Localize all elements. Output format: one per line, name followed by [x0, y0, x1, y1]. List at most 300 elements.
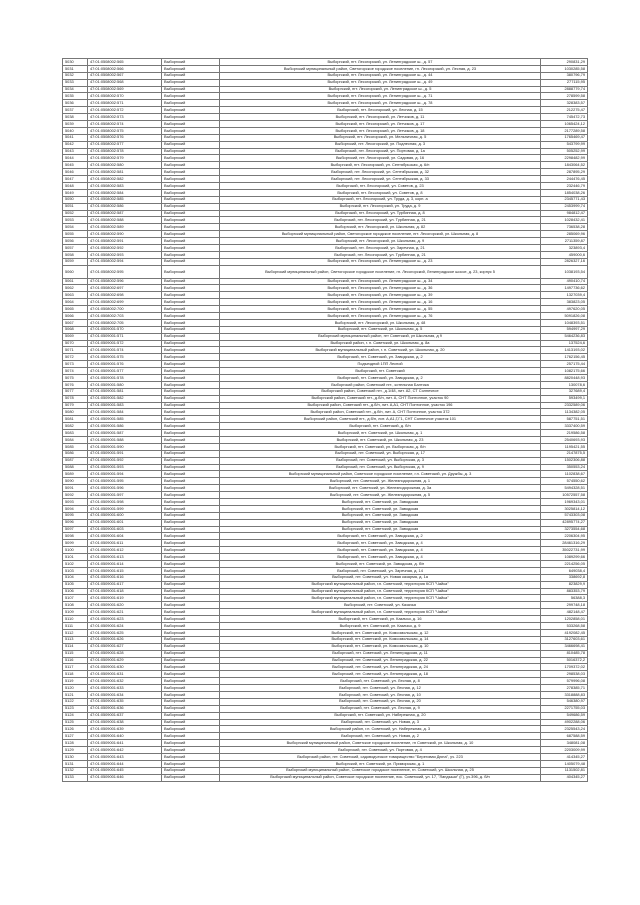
- value-cell: 2332589,06: [541, 402, 588, 409]
- district-cell: Выборгский: [162, 183, 220, 190]
- table-row: [63, 183, 588, 190]
- value-cell: 35022731,99: [541, 547, 588, 554]
- district-cell: Выборгский: [162, 567, 220, 574]
- value-cell: 2206304,95: [541, 533, 588, 540]
- value-cell: 736538,28: [541, 224, 588, 231]
- table-row: [63, 733, 588, 740]
- district-cell: Выборгский: [162, 499, 220, 506]
- cadastral-number-cell: 47:01:0509001:586: [88, 423, 162, 430]
- address-cell: Выборгский, пгт. Советский, ул. Заводская, д. 4: [220, 540, 541, 547]
- row-number-cell: 5064: [63, 299, 88, 306]
- district-cell: Выборгский: [162, 450, 220, 457]
- value-cell: 1969343,01: [541, 499, 588, 506]
- row-number-cell: 5111: [63, 623, 88, 630]
- row-number-cell: 5053: [63, 217, 88, 224]
- district-cell: Выборгский: [162, 245, 220, 252]
- district-cell: Выборгский: [162, 492, 220, 499]
- cadastral-number-cell: 47:01:0509001:599: [88, 505, 162, 512]
- address-cell: Выборгский, пгт. Советский, ул. Школьная, д. 5: [220, 326, 541, 333]
- district-cell: Выборгский: [162, 471, 220, 478]
- cadastral-number-cell: 47:01:0509001:593: [88, 464, 162, 471]
- cadastral-number-cell: 47:01:0509001:620: [88, 602, 162, 609]
- address-cell: Выборгский муниципальный район, г. п. Советский, ул. Школьная, д. 20: [220, 347, 541, 354]
- table-row: [63, 623, 588, 630]
- cadastral-number-cell: 47:01:0508002:700: [88, 306, 162, 313]
- cadastral-number-cell: 47:01:0508002:703: [88, 312, 162, 319]
- value-cell: 2298482,99: [541, 155, 588, 162]
- address-cell: Выборгский, пгт. Лесогорский, ул. Ленинградское ш., д. 16: [220, 299, 541, 306]
- address-cell: Выборгский, пгт. Советский, ул. Лесная, д. 12: [220, 685, 541, 692]
- cadastral-number-cell: 47:01:0509001:641: [88, 740, 162, 747]
- cadastral-number-cell: 47:01:0508002:589: [88, 224, 162, 231]
- row-number-cell: 5054: [63, 224, 88, 231]
- value-cell: 299748,18: [541, 602, 588, 609]
- row-number-cell: 5060: [63, 265, 88, 278]
- district-cell: Выборгский: [162, 278, 220, 285]
- district-cell: Выборгский: [162, 127, 220, 134]
- cadastral-number-cell: 47:01:0508002:593: [88, 251, 162, 258]
- district-cell: Выборгский: [162, 678, 220, 685]
- address-cell: Выборгский район, Советский пгт., д.б/н, лит. А, СНТ Понтонное, участок 90: [220, 395, 541, 402]
- address-cell: Выборгский, пгт. Лесогорский, ул. Мельничная, д. 5: [220, 134, 541, 141]
- row-number-cell: 5042: [63, 141, 88, 148]
- address-cell: Выборгский муниципальный район, Светогорское городское поселение, пгт. Лесогорский, ул. Школьная, д. 8: [220, 231, 541, 238]
- row-number-cell: 5035: [63, 93, 88, 100]
- district-cell: Выборгский: [162, 623, 220, 630]
- district-cell: Выборгский: [162, 361, 220, 368]
- value-cell: 5464236,83: [541, 333, 588, 340]
- value-cell: 2453999,74: [541, 203, 588, 210]
- district-cell: Выборгский: [162, 540, 220, 547]
- cadastral-number-cell: 47:01:0508002:699: [88, 299, 162, 306]
- address-cell: Выборгский, пгт. Советский, ул. Лесная, д. 10: [220, 691, 541, 698]
- table-row: [63, 162, 588, 169]
- cadastral-number-cell: 47:01:0509001:616: [88, 574, 162, 581]
- table-row: [63, 533, 588, 540]
- address-cell: Выборгский, пгт. Советский, ул. Лесная, д. 8: [220, 678, 541, 685]
- row-number-cell: 5109: [63, 609, 88, 616]
- table-row: [63, 409, 588, 416]
- cadastral-number-cell: 47:01:0508002:590: [88, 231, 162, 238]
- value-cell: 277115,95: [541, 79, 588, 86]
- address-cell: Выборгский, пгт. Лесогорский, ул. Труда, д. 3, корп. а: [220, 196, 541, 203]
- value-cell: 287895,29: [541, 169, 588, 176]
- row-number-cell: 5038: [63, 114, 88, 121]
- value-cell: 1048393,51: [541, 319, 588, 326]
- row-number-cell: 5034: [63, 86, 88, 93]
- cadastral-number-cell: 47:01:0509001:585: [88, 416, 162, 423]
- table-row: [63, 747, 588, 754]
- cadastral-number-cell: 47:01:0509001:626: [88, 636, 162, 643]
- value-cell: 2271755,03: [541, 705, 588, 712]
- value-cell: 2345771,43: [541, 196, 588, 203]
- row-number-cell: 5087: [63, 457, 88, 464]
- address-cell: Выборгский муниципальный район, Советское городское поселение, гп. Советский, ул. Школьная, д. 25: [220, 767, 541, 774]
- cadastral-number-cell: 47:01:0509001:591: [88, 450, 162, 457]
- district-cell: Выборгский: [162, 554, 220, 561]
- table-row: [63, 347, 588, 354]
- value-cell: 2826327,16: [541, 258, 588, 265]
- row-number-cell: 5123: [63, 705, 88, 712]
- row-number-cell: 5052: [63, 210, 88, 217]
- table-row: [63, 526, 588, 533]
- value-cell: 1134382,05: [541, 409, 588, 416]
- cadastral-number-cell: 47:01:0509001:625: [88, 629, 162, 636]
- district-cell: Выборгский: [162, 265, 220, 278]
- row-number-cell: 5051: [63, 203, 88, 210]
- row-number-cell: 5107: [63, 595, 88, 602]
- district-cell: Выборгский: [162, 176, 220, 183]
- table-row: [63, 107, 588, 114]
- cadastral-number-cell: 47:01:0509001:627: [88, 643, 162, 650]
- value-cell: 1030285,58: [541, 65, 588, 72]
- row-number-cell: 5114: [63, 643, 88, 650]
- cadastral-number-cell: 47:01:0509001:643: [88, 753, 162, 760]
- address-cell: Выборгский, пгт. Советский, ул. Заводская: [220, 519, 541, 526]
- value-cell: 8820448,93: [541, 374, 588, 381]
- cadastral-number-cell: 47:01:0508002:596: [88, 278, 162, 285]
- address-cell: Выборгский, пгт. Советский, ул. Приморская, д. 1: [220, 760, 541, 767]
- row-number-cell: 5068: [63, 326, 88, 333]
- value-cell: 290831,29: [541, 59, 588, 66]
- cadastral-number-cell: 47:01:0509001:619: [88, 595, 162, 602]
- district-cell: Выборгский: [162, 354, 220, 361]
- district-cell: Выборгский: [162, 547, 220, 554]
- value-cell: 1195421,55: [541, 443, 588, 450]
- cadastral-number-cell: 47:01:0509001:615: [88, 567, 162, 574]
- row-number-cell: 5037: [63, 107, 88, 114]
- address-cell: Выборгский, пгт. Лесогорский, ул. Ленинградское ш., д. 5: [220, 86, 541, 93]
- district-cell: Выборгский: [162, 333, 220, 340]
- district-cell: Выборгский: [162, 664, 220, 671]
- table-row: [63, 306, 588, 313]
- value-cell: 285069,96: [541, 231, 588, 238]
- table-row: [63, 265, 588, 278]
- row-number-cell: 5089: [63, 471, 88, 478]
- address-cell: Выборгский, пгт. Советский, д. б/н: [220, 423, 541, 430]
- address-cell: Выборгский, пгт. Лесогорский, ул. Летчиков, д. 17: [220, 121, 541, 128]
- cadastral-number-cell: 47:01:0509001:570: [88, 326, 162, 333]
- address-cell: Выборгский, пгт. Советский, ул. Железнодорожная, д. 5: [220, 492, 541, 499]
- address-cell: Выборгский, пгт. Лесогорский, ул. Ленинградское ш., д. 76: [220, 312, 541, 319]
- cadastral-number-cell: 47:01:0509001:603: [88, 526, 162, 533]
- row-number-cell: 5095: [63, 512, 88, 519]
- value-cell: 3025814,12: [541, 505, 588, 512]
- cadastral-number-cell: 47:01:0508002:586: [88, 203, 162, 210]
- district-cell: Выборгский: [162, 671, 220, 678]
- value-cell: 549686,59: [541, 712, 588, 719]
- row-number-cell: 5050: [63, 196, 88, 203]
- address-cell: Выборгский район, пгт. Советский, садоводческое товарищество "Береговая Дюна", уч. 223: [220, 753, 541, 760]
- table-row: [63, 499, 588, 506]
- district-cell: Выборгский: [162, 726, 220, 733]
- value-cell: 257175,44: [541, 361, 588, 368]
- cadastral-number-cell: 47:01:0508002:697: [88, 285, 162, 292]
- table-row: [63, 719, 588, 726]
- row-number-cell: 5100: [63, 547, 88, 554]
- row-number-cell: 5059: [63, 258, 88, 265]
- row-number-cell: 5066: [63, 312, 88, 319]
- district-cell: Выборгский: [162, 217, 220, 224]
- table-row: [63, 100, 588, 107]
- cadastral-number-cell: 47:01:0509001:614: [88, 561, 162, 568]
- district-cell: Выборгский: [162, 581, 220, 588]
- address-cell: Выборгский муниципальный район, г.п. Советский, территория КСП "Чайка": [220, 595, 541, 602]
- address-cell: Выборгский, пгт. Лесогорский, ул. Ленинградское ш., д. 71: [220, 93, 541, 100]
- cadastral-number-cell: 47:01:0509001:628: [88, 650, 162, 657]
- table-row: [63, 224, 588, 231]
- cadastral-number-cell: 47:01:0508002:588: [88, 217, 162, 224]
- address-cell: Выборгский, пгт. Лесогорский, ул. Ленинградское ш., д. 36: [220, 285, 541, 292]
- row-number-cell: 5081: [63, 416, 88, 423]
- table-row: [63, 492, 588, 499]
- row-number-cell: 5128: [63, 740, 88, 747]
- address-cell: Выборгский, пгт. Лесогорский, ул. Сентябрьская, д. 32: [220, 169, 541, 176]
- table-row: [63, 581, 588, 588]
- address-cell: Выборгский, пгт. Советский, ул. Выборгская, д. б/н: [220, 443, 541, 450]
- table-row: [63, 561, 588, 568]
- row-number-cell: 5055: [63, 231, 88, 238]
- address-cell: Выборгский район, Советский пгт., д.б/н, лит. А,А1, СНТ Понтонное, участок 196: [220, 402, 541, 409]
- row-number-cell: 5039: [63, 121, 88, 128]
- value-cell: 1497736,62: [541, 285, 588, 292]
- value-cell: 350553,24: [541, 464, 588, 471]
- district-cell: Выборгский: [162, 100, 220, 107]
- cadastral-number-cell: 47:01:0509001:633: [88, 685, 162, 692]
- district-cell: Выборгский: [162, 319, 220, 326]
- district-cell: Выборгский: [162, 616, 220, 623]
- cadastral-number-cell: 47:01:0509001:604: [88, 533, 162, 540]
- table-row: [63, 196, 588, 203]
- address-cell: Выборгский, пгт. Лесогорский, ул. Садовая, д. 16: [220, 155, 541, 162]
- cadastral-number-cell: 47:01:0508002:578: [88, 148, 162, 155]
- address-cell: Выборгский, пгт. Советский, ул. Ленинградская, д. 18: [220, 671, 541, 678]
- row-number-cell: 5033: [63, 79, 88, 86]
- table-row: [63, 381, 588, 388]
- value-cell: 327689,4: [541, 388, 588, 395]
- address-cell: Выборгский, пгт. Лесогорский, ул. Турбинная, д. 8: [220, 210, 541, 217]
- address-cell: Выборгский, пгт. Советский, ул. Железнодорожная, д. 3а: [220, 485, 541, 492]
- cadastral-number-cell: 47:01:0508002:571: [88, 100, 162, 107]
- table-row: [63, 609, 588, 616]
- address-cell: Выборгский муниципальный район, г.п. Советский, территория КСП "Чайка": [220, 581, 541, 588]
- district-cell: Выборгский: [162, 430, 220, 437]
- district-cell: Выборгский: [162, 374, 220, 381]
- value-cell: 5494328,51: [541, 485, 588, 492]
- row-number-cell: 5115: [63, 650, 88, 657]
- table-row: [63, 450, 588, 457]
- district-cell: Выборгский: [162, 712, 220, 719]
- district-cell: Выборгский: [162, 595, 220, 602]
- cadastral-number-cell: 47:01:0509001:617: [88, 581, 162, 588]
- value-cell: 5743303,08: [541, 512, 588, 519]
- address-cell: Выборгский район, г. п. Советский, ул. Школьная, д. 8а: [220, 340, 541, 347]
- address-cell: Выборгский, пгт. Лесогорский, ул. Советов, д. 23: [220, 183, 541, 190]
- address-cell: Выборгский, пгт. Лесогорский, ул. Ленинградское ш., д. 39: [220, 292, 541, 299]
- row-number-cell: 5045: [63, 162, 88, 169]
- cadastral-number-cell: 47:01:0509001:597: [88, 492, 162, 499]
- row-number-cell: 5076: [63, 381, 88, 388]
- district-cell: Выборгский: [162, 574, 220, 581]
- cadastral-number-cell: 47:01:0508002:579: [88, 155, 162, 162]
- cadastral-number-cell: 47:01:0508002:698: [88, 292, 162, 299]
- address-cell: Выборгский, пгт. Советский, ул. Ленинградская, д. 11: [220, 650, 541, 657]
- row-number-cell: 5106: [63, 588, 88, 595]
- row-number-cell: 5061: [63, 278, 88, 285]
- district-cell: Выборгский: [162, 533, 220, 540]
- district-cell: Выборгский: [162, 388, 220, 395]
- district-cell: Выборгский: [162, 93, 220, 100]
- address-cell: Выборгский, пгт. Советский, ул. Набережная, д. 20: [220, 712, 541, 719]
- table-row: [63, 567, 588, 574]
- value-cell: 137524,6: [541, 340, 588, 347]
- value-cell: 2177289,58: [541, 127, 588, 134]
- cadastral-number-cell: 47:01:0508002:584: [88, 189, 162, 196]
- row-number-cell: 5092: [63, 492, 88, 499]
- row-number-cell: 5036: [63, 100, 88, 107]
- value-cell: 383823,05: [541, 299, 588, 306]
- table-row: [63, 423, 588, 430]
- cadastral-number-cell: 47:01:0508002:569: [88, 86, 162, 93]
- value-cell: 533268,58: [541, 623, 588, 630]
- value-cell: 1843064,52: [541, 162, 588, 169]
- document-page: [62, 58, 588, 782]
- address-cell: Выборгский, пгт. Советский, ул. Железнодорожная, д. 1: [220, 478, 541, 485]
- address-cell: Выборгский, пгт. Лесогорский, ул. Ленинградское ш., д. 44: [220, 72, 541, 79]
- cadastral-number-cell: 47:01:0508002:566: [88, 65, 162, 72]
- district-cell: Выборгский: [162, 457, 220, 464]
- row-number-cell: 5110: [63, 616, 88, 623]
- row-number-cell: 5049: [63, 189, 88, 196]
- row-number-cell: 5129: [63, 747, 88, 754]
- address-cell: Выборгский, пгт. Советский, ул. Заводская, д. 4: [220, 554, 541, 561]
- cadastral-number-cell: 47:01:0509001:642: [88, 747, 162, 754]
- address-cell: Выборгский муниципальный район, Советское городское поселение, гп Советский, ул. Школьная, д. 10: [220, 740, 541, 747]
- address-cell: Выборгский муниципальный район, Советское городское поселение, г.п. Советский, ул. Дружбы, д. 3: [220, 471, 541, 478]
- address-cell: Подъездной 1ПП Лесной: [220, 361, 541, 368]
- value-cell: 579996,08: [541, 678, 588, 685]
- district-cell: Выборгский: [162, 767, 220, 774]
- row-number-cell: 5113: [63, 636, 88, 643]
- table-row: [63, 134, 588, 141]
- value-cell: 3466698,41: [541, 643, 588, 650]
- cadastral-number-cell: 47:01:0508002:568: [88, 79, 162, 86]
- address-cell: Выборгский, пгт. Советский, ул. Казачья: [220, 602, 541, 609]
- row-number-cell: 5119: [63, 678, 88, 685]
- cadastral-number-cell: 47:01:0509001:587: [88, 430, 162, 437]
- value-cell: 593499,1: [541, 395, 588, 402]
- district-cell: Выборгский: [162, 691, 220, 698]
- cadastral-number-cell: 47:01:0508002:565: [88, 59, 162, 66]
- district-cell: Выборгский: [162, 368, 220, 375]
- cadastral-number-cell: 47:01:0509001:623: [88, 616, 162, 623]
- cadastral-number-cell: 47:01:0509001:588: [88, 437, 162, 444]
- cadastral-number-cell: 47:01:0508002:575: [88, 127, 162, 134]
- table-row: [63, 258, 588, 265]
- table-row: [63, 86, 588, 93]
- row-number-cell: 5084: [63, 437, 88, 444]
- value-cell: 984812,47: [541, 210, 588, 217]
- table-row: [63, 760, 588, 767]
- address-cell: Выборгский, пгт. Лесогорский, ул. Ленинградское ш., д. 55: [220, 306, 541, 313]
- address-cell: Выборгский, пгт. Лесогорский, ул. Ленинградское ш., д. 57: [220, 59, 541, 66]
- district-cell: Выборгский: [162, 285, 220, 292]
- address-cell: Выборгский район, Советский пгт., д.б/н, лит. А,А1,Г,Г1, СНТ Солнечное участок 101: [220, 416, 541, 423]
- address-cell: Выборгский, пгт. Советский: [220, 368, 541, 375]
- row-number-cell: 5090: [63, 478, 88, 485]
- value-cell: 1413193,02: [541, 347, 588, 354]
- value-cell: 1102838,67: [541, 471, 588, 478]
- row-number-cell: 5112: [63, 629, 88, 636]
- address-cell: Выборгский муниципальный район, пгт Советский, ул Школьная, д 9: [220, 333, 541, 340]
- value-cell: 2540693,93: [541, 437, 588, 444]
- row-number-cell: 5104: [63, 574, 88, 581]
- district-cell: Выборгский: [162, 443, 220, 450]
- district-cell: Выборгский: [162, 747, 220, 754]
- district-cell: Выборгский: [162, 148, 220, 155]
- address-cell: Выборгский, пгт. Советский, ул. Выборгская, д. 3: [220, 457, 541, 464]
- table-row: [63, 299, 588, 306]
- value-cell: 5091826,08: [541, 312, 588, 319]
- value-cell: 490410,74: [541, 278, 588, 285]
- district-cell: Выборгский: [162, 760, 220, 767]
- district-cell: Выборгский: [162, 258, 220, 265]
- cadastral-number-cell: 47:01:0509001:634: [88, 691, 162, 698]
- table-row: [63, 148, 588, 155]
- row-number-cell: 5085: [63, 443, 88, 450]
- cadastral-number-cell: 47:01:0508002:592: [88, 245, 162, 252]
- table-row: [63, 169, 588, 176]
- table-row: [63, 176, 588, 183]
- row-number-cell: 5124: [63, 712, 88, 719]
- row-number-cell: 5122: [63, 698, 88, 705]
- table-row: [63, 629, 588, 636]
- cadastral-number-cell: 47:01:0508002:567: [88, 72, 162, 79]
- value-cell: 1202858,01: [541, 616, 588, 623]
- district-cell: Выборгский: [162, 402, 220, 409]
- cadastral-number-cell: 47:01:0509001:584: [88, 409, 162, 416]
- address-cell: Выборгский, пгт. Советский, ул. Школьная, д. 23: [220, 437, 541, 444]
- district-cell: Выборгский: [162, 210, 220, 217]
- row-number-cell: 5126: [63, 726, 88, 733]
- cadastral-number-cell: 47:01:0509001:574: [88, 347, 162, 354]
- row-number-cell: 5080: [63, 409, 88, 416]
- row-number-cell: 5040: [63, 127, 88, 134]
- table-row: [63, 657, 588, 664]
- district-cell: Выборгский: [162, 121, 220, 128]
- row-number-cell: 5097: [63, 526, 88, 533]
- table-body: [63, 59, 588, 782]
- cadastral-number-cell: 47:01:0508002:573: [88, 114, 162, 121]
- address-cell: Выборгский, пгт. Советский, ул. Заводская, д. 2: [220, 533, 541, 540]
- table-row: [63, 691, 588, 698]
- row-number-cell: 5101: [63, 554, 88, 561]
- value-cell: 1082175,66: [541, 368, 588, 375]
- value-cell: 244476,45: [541, 176, 588, 183]
- value-cell: 1709372,02: [541, 664, 588, 671]
- address-cell: Выборгский, пгт. Лесогорский, ул. Летчиков, д. 11: [220, 114, 541, 121]
- table-row: [63, 485, 588, 492]
- address-cell: Выборгский, пгт. Лесогорский, ул. Ленинградское ш., д. 78: [220, 100, 541, 107]
- district-cell: Выборгский: [162, 114, 220, 121]
- address-cell: Выборгский, пгт. Советский, ул. Казачья, д. 9: [220, 623, 541, 630]
- cadastral-number-cell: 47:01:0508002:577: [88, 141, 162, 148]
- value-cell: 1038193,54: [541, 265, 588, 278]
- district-cell: Выборгский: [162, 740, 220, 747]
- address-cell: Выборгский район, г.п. Советский, ул. Набережная, д. 3: [220, 726, 541, 733]
- row-number-cell: 5031: [63, 65, 88, 72]
- value-cell: 574550,62: [541, 478, 588, 485]
